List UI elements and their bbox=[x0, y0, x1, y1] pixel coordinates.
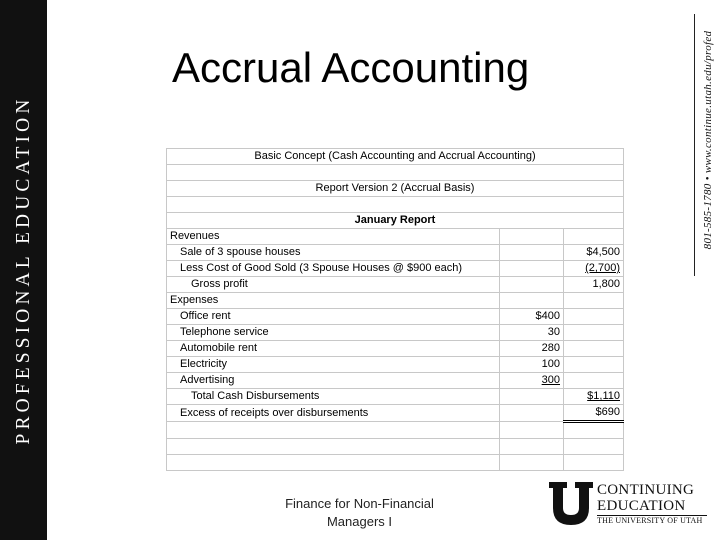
expenses-label: Expenses bbox=[167, 293, 500, 309]
expense-label: Electricity bbox=[167, 357, 500, 373]
table-row bbox=[167, 373, 624, 389]
expense-value: 30 bbox=[500, 325, 564, 341]
expense-value: 100 bbox=[500, 357, 564, 373]
expense-value: $400 bbox=[500, 309, 564, 325]
contact-info: 801-585-1780 • www.continue.utah.edu/profed bbox=[702, 30, 714, 250]
logo-university: THE UNIVERSITY OF UTAH bbox=[597, 516, 703, 525]
expense-value: 300 bbox=[541, 374, 560, 386]
table-row bbox=[167, 149, 624, 165]
table-row bbox=[167, 439, 624, 455]
excess-value: $690 bbox=[564, 405, 624, 422]
table-row bbox=[167, 261, 624, 277]
gross-profit-label: Gross profit bbox=[167, 277, 500, 293]
table-row bbox=[167, 229, 624, 245]
contact-divider bbox=[694, 14, 695, 276]
sale-value: $4,500 bbox=[564, 245, 624, 261]
table-row bbox=[167, 293, 624, 309]
continuing-education-logo bbox=[548, 480, 708, 526]
table-row bbox=[167, 197, 624, 213]
sheet-heading: Basic Concept (Cash Accounting and Accrual Accounting) bbox=[167, 149, 624, 165]
expense-value: 280 bbox=[500, 341, 564, 357]
excess-label: Excess of receipts over disbursements bbox=[167, 405, 500, 422]
table-row bbox=[167, 181, 624, 197]
expense-label: Office rent bbox=[167, 309, 500, 325]
table-row bbox=[167, 405, 624, 422]
slide-title: Accrual Accounting bbox=[172, 44, 530, 91]
cogs-label: Less Cost of Good Sold (3 Spouse Houses @ $900 each) bbox=[167, 261, 500, 277]
university-u-logo-icon bbox=[548, 480, 594, 526]
table-row bbox=[167, 245, 624, 261]
table-row bbox=[167, 213, 624, 229]
table-row bbox=[167, 277, 624, 293]
table-row bbox=[167, 309, 624, 325]
table-row bbox=[167, 165, 624, 181]
total-disbursements-value: $1,110 bbox=[587, 390, 620, 402]
table-row bbox=[167, 389, 624, 405]
sale-label: Sale of 3 spouse houses bbox=[167, 245, 500, 261]
table-row bbox=[167, 341, 624, 357]
table-row bbox=[167, 455, 624, 471]
logo-continuing: CONTINUING bbox=[597, 482, 695, 498]
left-branding-band bbox=[0, 0, 47, 540]
table-row bbox=[167, 325, 624, 341]
table-row bbox=[167, 422, 624, 439]
course-name-line1: Finance for Non-Financial bbox=[285, 496, 434, 511]
spreadsheet-report bbox=[166, 148, 624, 471]
table-row bbox=[167, 357, 624, 373]
expense-label: Telephone service bbox=[167, 325, 500, 341]
total-disbursements-label: Total Cash Disbursements bbox=[167, 389, 500, 405]
revenues-label: Revenues bbox=[167, 229, 500, 245]
expense-label: Advertising bbox=[167, 373, 500, 389]
professional-education-label: PROFESSIONAL EDUCATION bbox=[13, 95, 34, 445]
expense-label: Automobile rent bbox=[167, 341, 500, 357]
cogs-value: (2,700) bbox=[585, 262, 620, 274]
course-name-line2: Managers I bbox=[326, 514, 393, 529]
report-title: January Report bbox=[167, 213, 624, 229]
course-footer bbox=[282, 495, 437, 531]
logo-education: EDUCATION bbox=[597, 498, 686, 514]
gross-profit-value: 1,800 bbox=[564, 277, 624, 293]
report-version: Report Version 2 (Accrual Basis) bbox=[167, 181, 624, 197]
